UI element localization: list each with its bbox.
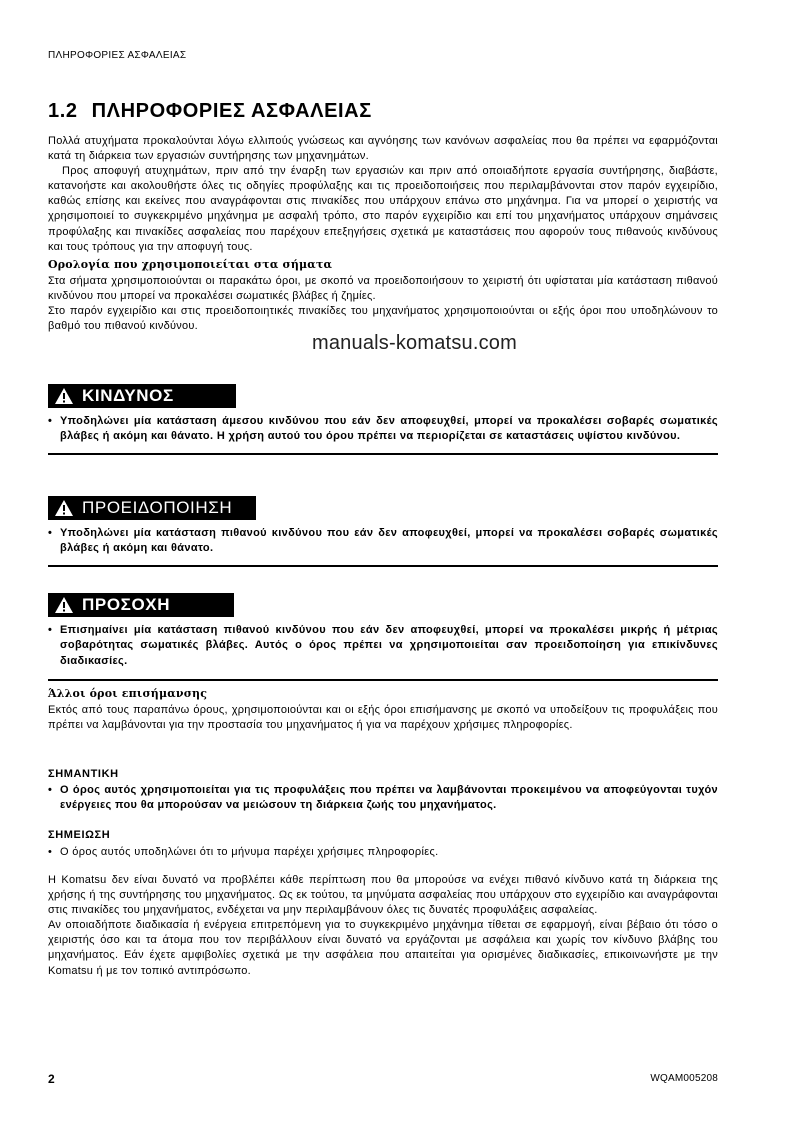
watermark: manuals-komatsu.com (312, 332, 517, 354)
bullet-icon: • (48, 846, 53, 858)
note-section (48, 828, 718, 860)
warning-badge (48, 496, 256, 520)
bullet-icon: • (48, 784, 53, 796)
running-header: ΠΛΗΡΟΦΟΡΙΕΣ ΑΣΦΑΛΕΙΑΣ (48, 50, 187, 61)
document-code: WQAM005208 (650, 1073, 718, 1084)
bullet-icon: • (48, 624, 53, 636)
terminology-paragraph-1: Στα σήματα χρησιμοποιούνται οι παρακάτω όροι, με σκοπό να προειδοποιήσουν το χειριστή ότι υφίσταται μία κατάσταση πιθανού κινδύνου που μπορεί να προκαλέσει σωματικές βλάβες ή ζημίες. (48, 274, 718, 302)
warning-label: ΠΡΟΕΙΔΟΠΟΙΗΣΗ (82, 498, 233, 517)
warning-triangle-icon (54, 499, 74, 517)
section-title: ΠΛΗΡΟΦΟΡΙΕΣ ΑΣΦΑΛΕΙΑΣ (91, 100, 372, 122)
signal-danger (48, 384, 718, 455)
intro-paragraph-1: Πολλά ατυχήματα προκαλούνται λόγω ελλιπούς γνώσεως και αγνόησης των κανόνων ασφαλείας που θα πρέπει να εφαρμόζονται κατά τη διάρκεια των εργασιών συντήρησης των μηχανημάτων. (48, 135, 718, 163)
closing-paragraph-1: Η Komatsu δεν είναι δυνατό να προβλέπει κάθε περίπτωση που θα μπορούσε να ενέχει πιθανό κίνδυνο κατά τη διάρκεια της χρήσης ή της συντήρησης του μηχανήματος. Ως εκ τούτου, τα μηνύματα ασφαλείας που υπάρχουν στο εγχειρίδιο και αναγράφονται στις πινακίδες του μηχανήματος, ενδέχεται να μην περιλαμβάνουν όλες τις δυνατές προφυλάξεις ασφαλείας. (48, 874, 718, 917)
intro-section (48, 134, 718, 334)
bullet-icon: • (48, 415, 53, 427)
terminology-paragraph-2: Στο παρόν εγχειρίδιο και στις προειδοποιητικές πινακίδες του μηχανήματος χρησιμοποιούνται οι εξής όροι που υποδηλώνουν το βαθμό του πιθανού κινδύνου. (48, 304, 718, 333)
closing-section (48, 873, 718, 979)
divider (48, 679, 718, 681)
important-description (48, 783, 718, 814)
terminology-heading: Ορολογία που χρησιμοποιείται στα σήματα (48, 257, 333, 271)
section-number: 1.2 (48, 100, 78, 122)
caution-label: ΠΡΟΣΟΧΗ (82, 595, 171, 614)
other-terms-heading: Άλλοι όροι επισήμανσης (48, 687, 208, 700)
page-title (48, 100, 372, 123)
page-number: 2 (48, 1072, 55, 1086)
intro-paragraph-2: Προς αποφυγή ατυχημάτων, πριν από την έναρξη των εργασιών και πριν από οποιαδήποτε εργασία συντήρησης, διαβάστε, κατανοήστε και ακολουθήστε όλες τις οδηγίες προφύλαξης και τις προειδοποιήσεις που περιλαμβάνονται στον παρόν εγχειρίδιο, καθώς επίσης και εκείνες που αναγράφονται στις πινακίδες που υπάρχουν επάνω στο μηχάνημα. Για να μπορεί ο χειριστής να χρησιμοποιεί το συγκεκριμένο μηχάνημα με ασφαλή τρόπο, στο παρόν εγχειρίδιο και επί του μηχανήματος υπάρχουν σημάνσεις προφύλαξης και πινακίδες ασφαλείας που παρέχουν επεξηγήσεις σχετικά με καταστάσεις που αφορούν τους πιθανούς κινδύνους και τους τρόπους για την αποφυγή τους. (48, 165, 718, 253)
note-heading: ΣΗΜΕΙΩΣΗ (48, 829, 111, 841)
divider (48, 453, 718, 455)
signal-caution (48, 593, 718, 681)
danger-description (48, 414, 718, 445)
danger-text: Υποδηλώνει μία κατάσταση άμεσου κινδύνου που εάν δεν αποφευχθεί, μπορεί να προκαλέσει σοβαρές σωματικές βλάβες ή ακόμη και θάνατο. Η χρήση αυτού του όρου πρέπει να περιορίζεται σε καταστάσεις υψίστου κινδύνου. (60, 415, 718, 443)
signal-warning (48, 496, 718, 567)
warning-text: Υποδηλώνει μία κατάσταση πιθανού κινδύνου που εάν δεν αποφευχθεί, μπορεί να προκαλέσει σοβαρές σωματικές βλάβες ή ακόμη και θάνατο. (60, 527, 718, 555)
important-text: Ο όρος αυτός χρησιμοποιείται για τις προφυλάξεις που πρέπει να λαμβάνονται προκειμένου να αποφεύγονται τυχόν ενέργειες που θα μπορούσαν να μειώσουν τη διάρκεια ζωής του μηχανήματος. (60, 784, 718, 812)
other-terms-paragraph: Εκτός από τους παραπάνω όρους, χρησιμοποιούνται και οι εξής όροι επισήμανσης με σκοπό να υποδείξουν τις προφυλάξεις που πρέπει να λαμβάνονται για την προστασία του μηχανήματος ή για να παρέχουν χρήσιμες πληροφορίες. (48, 704, 718, 732)
danger-label: ΚΙΝΔΥΝΟΣ (82, 386, 174, 405)
divider (48, 565, 718, 567)
danger-badge (48, 384, 236, 408)
closing-paragraph-2: Αν οποιαδήποτε διαδικασία ή ενέργεια επιτρεπόμενη για το συγκεκριμένο μηχάνημα τίθεται σε εφαρμογή, είναι βέβαιο ότι τόσο ο χειριστής όσο και τα άτομα που τον περιβάλλουν είναι δυνατό να εργάζονται με ασφάλεια και χωρίς τον κίνδυνο βλάβης του μηχανήματος. Εάν έχετε αμφιβολίες σχετικά με την ασφάλεια που απαιτείται για ορισμένες διαδικασίες, επικοινωνήστε με την Komatsu ή με τον τοπικό αντιπρόσωπο. (48, 919, 718, 977)
other-terms-section (48, 686, 718, 733)
warning-description (48, 526, 718, 557)
important-heading: ΣΗΜΑΝΤΙΚΗ (48, 768, 119, 780)
note-description (48, 845, 718, 860)
important-section (48, 767, 718, 814)
caution-description (48, 623, 718, 669)
caution-text: Επισημαίνει μία κατάσταση πιθανού κινδύνου που εάν δεν αποφευχθεί, μπορεί να προκαλέσει μικρής ή μέτριας σοβαρότητας σωματικές βλάβες. Αυτός ο όρος πρέπει να χρησιμοποιείται σαν προειδοποίηση για επικίνδυνες διαδικασίες. (60, 624, 718, 667)
note-text: Ο όρος αυτός υποδηλώνει ότι το μήνυμα παρέχει χρήσιμες πληροφορίες. (60, 846, 439, 858)
bullet-icon: • (48, 527, 53, 539)
warning-triangle-icon (54, 387, 74, 405)
caution-badge (48, 593, 234, 617)
warning-triangle-icon (54, 596, 74, 614)
